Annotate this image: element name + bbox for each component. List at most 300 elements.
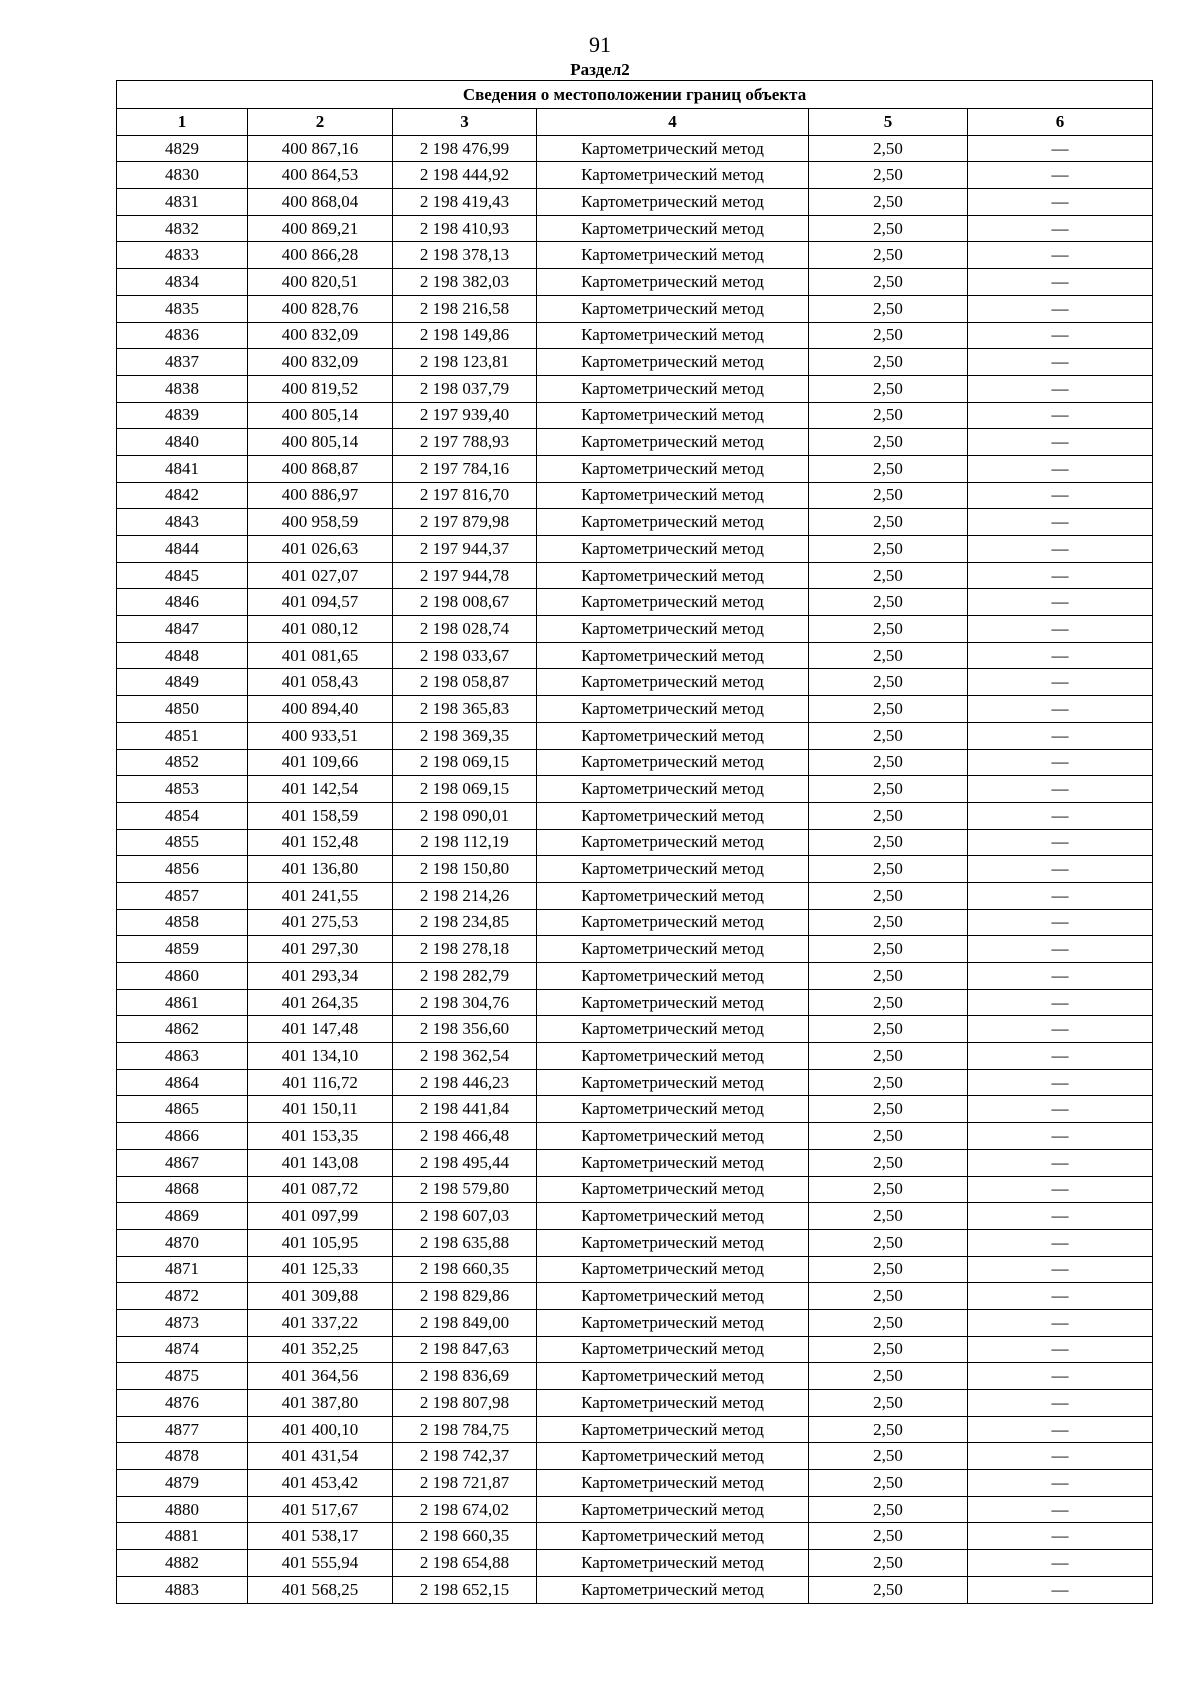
y-coordinate-cell: 2 198 652,15 <box>393 1576 537 1603</box>
method-cell: Картометрический метод <box>537 1176 809 1203</box>
point-number-cell: 4830 <box>117 162 248 189</box>
method-cell: Картометрический метод <box>537 375 809 402</box>
x-coordinate-cell: 401 275,53 <box>248 909 393 936</box>
description-cell: — <box>968 1309 1153 1336</box>
accuracy-cell: 2,50 <box>809 1043 968 1070</box>
y-coordinate-cell: 2 198 304,76 <box>393 989 537 1016</box>
accuracy-cell: 2,50 <box>809 1390 968 1417</box>
description-cell: — <box>968 882 1153 909</box>
description-cell: — <box>968 536 1153 563</box>
description-cell: — <box>968 749 1153 776</box>
point-number-cell: 4839 <box>117 402 248 429</box>
method-cell: Картометрический метод <box>537 242 809 269</box>
method-cell: Картометрический метод <box>537 135 809 162</box>
accuracy-cell: 2,50 <box>809 1496 968 1523</box>
table-row <box>117 936 1153 963</box>
accuracy-cell: 2,50 <box>809 189 968 216</box>
description-cell: — <box>968 963 1153 990</box>
point-number-cell: 4861 <box>117 989 248 1016</box>
point-number-cell: 4860 <box>117 963 248 990</box>
table-row <box>117 1283 1153 1310</box>
description-cell: — <box>968 909 1153 936</box>
description-cell: — <box>968 1443 1153 1470</box>
x-coordinate-cell: 400 868,04 <box>248 189 393 216</box>
accuracy-cell: 2,50 <box>809 776 968 803</box>
accuracy-cell: 2,50 <box>809 482 968 509</box>
point-number-cell: 4836 <box>117 322 248 349</box>
point-number-cell: 4863 <box>117 1043 248 1070</box>
method-cell: Картометрический метод <box>537 909 809 936</box>
method-cell: Картометрический метод <box>537 1203 809 1230</box>
accuracy-cell: 2,50 <box>809 1069 968 1096</box>
column-header: 1 <box>117 109 248 136</box>
accuracy-cell: 2,50 <box>809 269 968 296</box>
accuracy-cell: 2,50 <box>809 1203 968 1230</box>
x-coordinate-cell: 401 026,63 <box>248 536 393 563</box>
description-cell: — <box>968 189 1153 216</box>
point-number-cell: 4833 <box>117 242 248 269</box>
x-coordinate-cell: 400 933,51 <box>248 722 393 749</box>
y-coordinate-cell: 2 197 788,93 <box>393 429 537 456</box>
table-row <box>117 722 1153 749</box>
x-coordinate-cell: 401 568,25 <box>248 1576 393 1603</box>
x-coordinate-cell: 401 364,56 <box>248 1363 393 1390</box>
table-row <box>117 402 1153 429</box>
x-coordinate-cell: 401 309,88 <box>248 1283 393 1310</box>
point-number-cell: 4872 <box>117 1283 248 1310</box>
method-cell: Картометрический метод <box>537 829 809 856</box>
column-header: 4 <box>537 109 809 136</box>
x-coordinate-cell: 401 081,65 <box>248 642 393 669</box>
method-cell: Картометрический метод <box>537 1069 809 1096</box>
table-row <box>117 375 1153 402</box>
description-cell: — <box>968 562 1153 589</box>
accuracy-cell: 2,50 <box>809 1416 968 1443</box>
method-cell: Картометрический метод <box>537 1390 809 1417</box>
table-row <box>117 1336 1153 1363</box>
point-number-cell: 4847 <box>117 616 248 643</box>
description-cell: — <box>968 1416 1153 1443</box>
description-cell: — <box>968 295 1153 322</box>
y-coordinate-cell: 2 198 278,18 <box>393 936 537 963</box>
description-cell: — <box>968 1096 1153 1123</box>
method-cell: Картометрический метод <box>537 882 809 909</box>
method-cell: Картометрический метод <box>537 1229 809 1256</box>
method-cell: Картометрический метод <box>537 856 809 883</box>
x-coordinate-cell: 400 832,09 <box>248 349 393 376</box>
y-coordinate-cell: 2 198 742,37 <box>393 1443 537 1470</box>
accuracy-cell: 2,50 <box>809 509 968 536</box>
description-cell: — <box>968 802 1153 829</box>
x-coordinate-cell: 401 352,25 <box>248 1336 393 1363</box>
table-row <box>117 909 1153 936</box>
accuracy-cell: 2,50 <box>809 375 968 402</box>
y-coordinate-cell: 2 198 495,44 <box>393 1149 537 1176</box>
method-cell: Картометрический метод <box>537 269 809 296</box>
accuracy-cell: 2,50 <box>809 162 968 189</box>
description-cell: — <box>968 589 1153 616</box>
accuracy-cell: 2,50 <box>809 562 968 589</box>
y-coordinate-cell: 2 197 784,16 <box>393 455 537 482</box>
table-row <box>117 1123 1153 1150</box>
y-coordinate-cell: 2 198 579,80 <box>393 1176 537 1203</box>
point-number-cell: 4852 <box>117 749 248 776</box>
y-coordinate-cell: 2 198 365,83 <box>393 696 537 723</box>
y-coordinate-cell: 2 198 382,03 <box>393 269 537 296</box>
accuracy-cell: 2,50 <box>809 1523 968 1550</box>
table-row <box>117 242 1153 269</box>
column-header: 2 <box>248 109 393 136</box>
table-row <box>117 1470 1153 1497</box>
table-row <box>117 749 1153 776</box>
table-row <box>117 1363 1153 1390</box>
accuracy-cell: 2,50 <box>809 1176 968 1203</box>
method-cell: Картометрический метод <box>537 1283 809 1310</box>
table-row <box>117 349 1153 376</box>
y-coordinate-cell: 2 198 660,35 <box>393 1256 537 1283</box>
point-number-cell: 4865 <box>117 1096 248 1123</box>
description-cell: — <box>968 1256 1153 1283</box>
table-row <box>117 1096 1153 1123</box>
description-cell: — <box>968 1576 1153 1603</box>
method-cell: Картометрический метод <box>537 1309 809 1336</box>
table-body <box>117 135 1153 1603</box>
description-cell: — <box>968 669 1153 696</box>
table-row <box>117 215 1153 242</box>
description-cell: — <box>968 162 1153 189</box>
x-coordinate-cell: 400 828,76 <box>248 295 393 322</box>
point-number-cell: 4873 <box>117 1309 248 1336</box>
description-cell: — <box>968 482 1153 509</box>
table-row <box>117 1416 1153 1443</box>
point-number-cell: 4854 <box>117 802 248 829</box>
y-coordinate-cell: 2 197 944,78 <box>393 562 537 589</box>
point-number-cell: 4871 <box>117 1256 248 1283</box>
description-cell: — <box>968 1203 1153 1230</box>
accuracy-cell: 2,50 <box>809 856 968 883</box>
y-coordinate-cell: 2 198 058,87 <box>393 669 537 696</box>
x-coordinate-cell: 400 866,28 <box>248 242 393 269</box>
accuracy-cell: 2,50 <box>809 1256 968 1283</box>
y-coordinate-cell: 2 198 069,15 <box>393 776 537 803</box>
method-cell: Картометрический метод <box>537 189 809 216</box>
accuracy-cell: 2,50 <box>809 722 968 749</box>
description-cell: — <box>968 722 1153 749</box>
method-cell: Картометрический метод <box>537 642 809 669</box>
y-coordinate-cell: 2 198 607,03 <box>393 1203 537 1230</box>
x-coordinate-cell: 401 027,07 <box>248 562 393 589</box>
point-number-cell: 4882 <box>117 1550 248 1577</box>
x-coordinate-cell: 401 142,54 <box>248 776 393 803</box>
y-coordinate-cell: 2 198 028,74 <box>393 616 537 643</box>
table-row <box>117 1550 1153 1577</box>
x-coordinate-cell: 401 147,48 <box>248 1016 393 1043</box>
table-row <box>117 589 1153 616</box>
description-cell: — <box>968 1043 1153 1070</box>
x-coordinate-cell: 401 453,42 <box>248 1470 393 1497</box>
point-number-cell: 4879 <box>117 1470 248 1497</box>
description-cell: — <box>968 455 1153 482</box>
table-row <box>117 1443 1153 1470</box>
table-row <box>117 135 1153 162</box>
method-cell: Картометрический метод <box>537 1523 809 1550</box>
y-coordinate-cell: 2 198 674,02 <box>393 1496 537 1523</box>
y-coordinate-cell: 2 198 410,93 <box>393 215 537 242</box>
point-number-cell: 4870 <box>117 1229 248 1256</box>
method-cell: Картометрический метод <box>537 429 809 456</box>
method-cell: Картометрический метод <box>537 1443 809 1470</box>
accuracy-cell: 2,50 <box>809 989 968 1016</box>
point-number-cell: 4845 <box>117 562 248 589</box>
accuracy-cell: 2,50 <box>809 1096 968 1123</box>
point-number-cell: 4831 <box>117 189 248 216</box>
table-row <box>117 856 1153 883</box>
point-number-cell: 4855 <box>117 829 248 856</box>
table-row <box>117 429 1153 456</box>
y-coordinate-cell: 2 198 378,13 <box>393 242 537 269</box>
y-coordinate-cell: 2 198 836,69 <box>393 1363 537 1390</box>
x-coordinate-cell: 400 869,21 <box>248 215 393 242</box>
point-number-cell: 4838 <box>117 375 248 402</box>
description-cell: — <box>968 1229 1153 1256</box>
y-coordinate-cell: 2 197 816,70 <box>393 482 537 509</box>
y-coordinate-cell: 2 198 446,23 <box>393 1069 537 1096</box>
accuracy-cell: 2,50 <box>809 963 968 990</box>
x-coordinate-cell: 400 805,14 <box>248 402 393 429</box>
point-number-cell: 4853 <box>117 776 248 803</box>
method-cell: Картометрический метод <box>537 936 809 963</box>
point-number-cell: 4883 <box>117 1576 248 1603</box>
y-coordinate-cell: 2 198 476,99 <box>393 135 537 162</box>
accuracy-cell: 2,50 <box>809 1336 968 1363</box>
y-coordinate-cell: 2 198 123,81 <box>393 349 537 376</box>
accuracy-cell: 2,50 <box>809 829 968 856</box>
x-coordinate-cell: 400 868,87 <box>248 455 393 482</box>
accuracy-cell: 2,50 <box>809 455 968 482</box>
x-coordinate-cell: 401 105,95 <box>248 1229 393 1256</box>
method-cell: Картометрический метод <box>537 322 809 349</box>
x-coordinate-cell: 401 097,99 <box>248 1203 393 1230</box>
table-row <box>117 776 1153 803</box>
description-cell: — <box>968 1363 1153 1390</box>
y-coordinate-cell: 2 198 008,67 <box>393 589 537 616</box>
x-coordinate-cell: 400 832,09 <box>248 322 393 349</box>
description-cell: — <box>968 642 1153 669</box>
table-row <box>117 1229 1153 1256</box>
table-row <box>117 509 1153 536</box>
description-cell: — <box>968 616 1153 643</box>
point-number-cell: 4841 <box>117 455 248 482</box>
method-cell: Картометрический метод <box>537 562 809 589</box>
description-cell: — <box>968 135 1153 162</box>
table-row <box>117 696 1153 723</box>
point-number-cell: 4848 <box>117 642 248 669</box>
x-coordinate-cell: 400 958,59 <box>248 509 393 536</box>
x-coordinate-cell: 401 387,80 <box>248 1390 393 1417</box>
description-cell: — <box>968 829 1153 856</box>
accuracy-cell: 2,50 <box>809 349 968 376</box>
accuracy-cell: 2,50 <box>809 295 968 322</box>
table-row <box>117 455 1153 482</box>
method-cell: Картометрический метод <box>537 749 809 776</box>
x-coordinate-cell: 400 864,53 <box>248 162 393 189</box>
y-coordinate-cell: 2 198 419,43 <box>393 189 537 216</box>
x-coordinate-cell: 400 886,97 <box>248 482 393 509</box>
column-header: 6 <box>968 109 1153 136</box>
table-row <box>117 562 1153 589</box>
table-row <box>117 829 1153 856</box>
description-cell: — <box>968 269 1153 296</box>
x-coordinate-cell: 401 080,12 <box>248 616 393 643</box>
description-cell: — <box>968 509 1153 536</box>
x-coordinate-cell: 401 087,72 <box>248 1176 393 1203</box>
method-cell: Картометрический метод <box>537 1416 809 1443</box>
accuracy-cell: 2,50 <box>809 1149 968 1176</box>
point-number-cell: 4881 <box>117 1523 248 1550</box>
section-title: Раздел2 <box>570 60 630 79</box>
table-row <box>117 1149 1153 1176</box>
method-cell: Картометрический метод <box>537 455 809 482</box>
point-number-cell: 4856 <box>117 856 248 883</box>
description-cell: — <box>968 1470 1153 1497</box>
method-cell: Картометрический метод <box>537 722 809 749</box>
accuracy-cell: 2,50 <box>809 802 968 829</box>
method-cell: Картометрический метод <box>537 215 809 242</box>
x-coordinate-cell: 401 152,48 <box>248 829 393 856</box>
x-coordinate-cell: 401 125,33 <box>248 1256 393 1283</box>
point-number-cell: 4844 <box>117 536 248 563</box>
boundary-coordinates-table <box>116 80 1153 1604</box>
accuracy-cell: 2,50 <box>809 1123 968 1150</box>
x-coordinate-cell: 401 116,72 <box>248 1069 393 1096</box>
table-row <box>117 189 1153 216</box>
method-cell: Картометрический метод <box>537 1576 809 1603</box>
y-coordinate-cell: 2 198 369,35 <box>393 722 537 749</box>
table-row <box>117 802 1153 829</box>
description-cell: — <box>968 242 1153 269</box>
accuracy-cell: 2,50 <box>809 936 968 963</box>
accuracy-cell: 2,50 <box>809 696 968 723</box>
x-coordinate-cell: 401 153,35 <box>248 1123 393 1150</box>
x-coordinate-cell: 401 241,55 <box>248 882 393 909</box>
column-header: 3 <box>393 109 537 136</box>
y-coordinate-cell: 2 198 847,63 <box>393 1336 537 1363</box>
method-cell: Картометрический метод <box>537 1336 809 1363</box>
table-row <box>117 1309 1153 1336</box>
table-row <box>117 1256 1153 1283</box>
y-coordinate-cell: 2 198 149,86 <box>393 322 537 349</box>
table-row <box>117 642 1153 669</box>
point-number-cell: 4875 <box>117 1363 248 1390</box>
point-number-cell: 4858 <box>117 909 248 936</box>
description-cell: — <box>968 1069 1153 1096</box>
accuracy-cell: 2,50 <box>809 1550 968 1577</box>
y-coordinate-cell: 2 198 784,75 <box>393 1416 537 1443</box>
table-row <box>117 989 1153 1016</box>
point-number-cell: 4837 <box>117 349 248 376</box>
point-number-cell: 4843 <box>117 509 248 536</box>
y-coordinate-cell: 2 198 362,54 <box>393 1043 537 1070</box>
accuracy-cell: 2,50 <box>809 1363 968 1390</box>
y-coordinate-cell: 2 198 033,67 <box>393 642 537 669</box>
x-coordinate-cell: 401 143,08 <box>248 1149 393 1176</box>
table-row <box>117 536 1153 563</box>
method-cell: Картометрический метод <box>537 1470 809 1497</box>
method-cell: Картометрический метод <box>537 989 809 1016</box>
description-cell: — <box>968 1496 1153 1523</box>
table-row <box>117 1203 1153 1230</box>
x-coordinate-cell: 400 867,16 <box>248 135 393 162</box>
y-coordinate-cell: 2 197 879,98 <box>393 509 537 536</box>
y-coordinate-cell: 2 198 444,92 <box>393 162 537 189</box>
description-cell: — <box>968 402 1153 429</box>
description-cell: — <box>968 776 1153 803</box>
y-coordinate-cell: 2 197 939,40 <box>393 402 537 429</box>
method-cell: Картометрический метод <box>537 1016 809 1043</box>
method-cell: Картометрический метод <box>537 482 809 509</box>
x-coordinate-cell: 400 894,40 <box>248 696 393 723</box>
accuracy-cell: 2,50 <box>809 1443 968 1470</box>
method-cell: Картометрический метод <box>537 1363 809 1390</box>
accuracy-cell: 2,50 <box>809 616 968 643</box>
y-coordinate-cell: 2 198 112,19 <box>393 829 537 856</box>
method-cell: Картометрический метод <box>537 509 809 536</box>
description-cell: — <box>968 1149 1153 1176</box>
method-cell: Картометрический метод <box>537 295 809 322</box>
x-coordinate-cell: 401 538,17 <box>248 1523 393 1550</box>
table-row <box>117 616 1153 643</box>
accuracy-cell: 2,50 <box>809 402 968 429</box>
description-cell: — <box>968 1283 1153 1310</box>
table-row <box>117 1069 1153 1096</box>
accuracy-cell: 2,50 <box>809 642 968 669</box>
point-number-cell: 4859 <box>117 936 248 963</box>
x-coordinate-cell: 400 805,14 <box>248 429 393 456</box>
y-coordinate-cell: 2 198 234,85 <box>393 909 537 936</box>
description-cell: — <box>968 1123 1153 1150</box>
point-number-cell: 4867 <box>117 1149 248 1176</box>
method-cell: Картометрический метод <box>537 802 809 829</box>
y-coordinate-cell: 2 198 660,35 <box>393 1523 537 1550</box>
description-cell: — <box>968 1336 1153 1363</box>
table-row <box>117 269 1153 296</box>
x-coordinate-cell: 401 158,59 <box>248 802 393 829</box>
accuracy-cell: 2,50 <box>809 1016 968 1043</box>
method-cell: Картометрический метод <box>537 536 809 563</box>
description-cell: — <box>968 936 1153 963</box>
page-number: 91 <box>589 32 611 57</box>
x-coordinate-cell: 400 820,51 <box>248 269 393 296</box>
method-cell: Картометрический метод <box>537 1256 809 1283</box>
table-caption: Сведения о местоположении границ объекта <box>117 81 1153 109</box>
description-cell: — <box>968 349 1153 376</box>
method-cell: Картометрический метод <box>537 696 809 723</box>
column-header: 5 <box>809 109 968 136</box>
y-coordinate-cell: 2 198 654,88 <box>393 1550 537 1577</box>
x-coordinate-cell: 401 337,22 <box>248 1309 393 1336</box>
table-row <box>117 482 1153 509</box>
description-cell: — <box>968 1523 1153 1550</box>
y-coordinate-cell: 2 198 282,79 <box>393 963 537 990</box>
method-cell: Картометрический метод <box>537 776 809 803</box>
y-coordinate-cell: 2 198 356,60 <box>393 1016 537 1043</box>
y-coordinate-cell: 2 198 441,84 <box>393 1096 537 1123</box>
point-number-cell: 4849 <box>117 669 248 696</box>
method-cell: Картометрический метод <box>537 1096 809 1123</box>
y-coordinate-cell: 2 198 150,80 <box>393 856 537 883</box>
accuracy-cell: 2,50 <box>809 536 968 563</box>
table-row <box>117 669 1153 696</box>
